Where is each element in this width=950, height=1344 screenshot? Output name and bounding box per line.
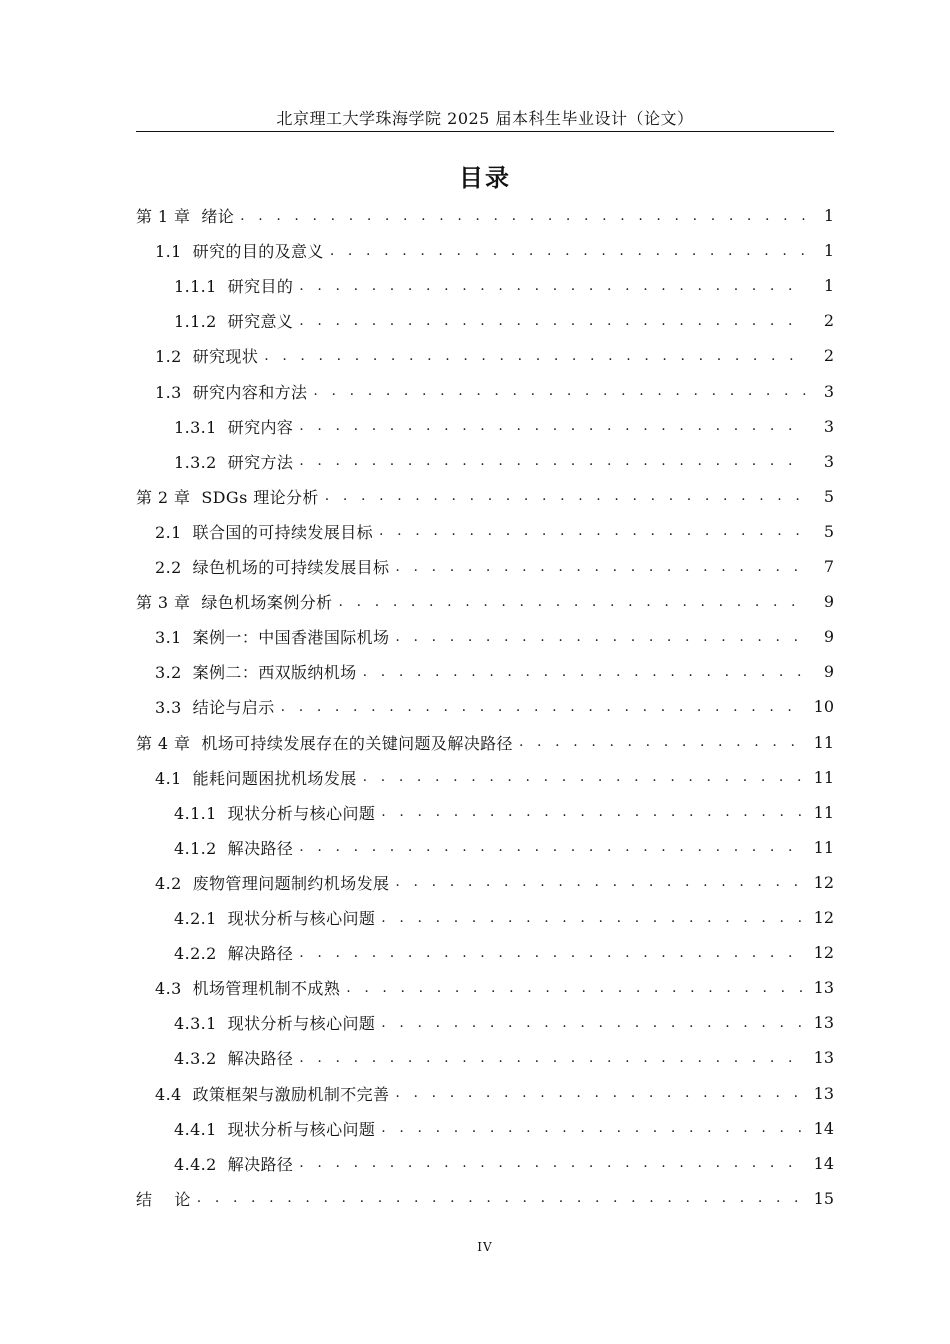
- toc-entry-page: 15: [813, 1188, 834, 1208]
- toc-entry-page: 3: [823, 381, 834, 401]
- toc-entry[interactable]: [136, 303, 834, 338]
- toc-dot-leader: [379, 523, 806, 539]
- toc-entry-label: 1.2 研究现状: [155, 347, 259, 367]
- toc-entry-page: 9: [823, 662, 834, 682]
- toc-entry[interactable]: [136, 619, 834, 654]
- toc-entry-label: 第 2 章 SDGs 理论分析: [136, 487, 319, 507]
- toc-dot-leader: [299, 313, 806, 329]
- toc-entry-page: 3: [823, 416, 834, 436]
- toc-entry-page: 14: [813, 1118, 834, 1138]
- toc-entry-page: 13: [813, 1013, 834, 1033]
- toc-dot-leader: [381, 910, 806, 926]
- toc-entry-label: 4.1.1 现状分析与核心问题: [174, 803, 376, 823]
- toc-entry-label: 1.1.2 研究意义: [174, 312, 294, 332]
- toc-entry[interactable]: [136, 1040, 834, 1075]
- toc-entry-page: 12: [813, 943, 834, 963]
- toc-dot-leader: [264, 348, 806, 364]
- toc-dot-leader: [381, 1120, 806, 1136]
- toc-entry[interactable]: [136, 1111, 834, 1146]
- page-number: IV: [477, 1240, 493, 1254]
- toc-entry-page: 1: [823, 276, 834, 296]
- toc-entry-label: 1.3.2 研究方法: [174, 452, 294, 472]
- running-header-title: 北京理工大学珠海学院 2025 届本科生毕业设计（论文）: [276, 109, 694, 128]
- toc-dot-leader: [519, 734, 806, 750]
- toc-dot-leader: [299, 1050, 806, 1066]
- toc-entry-page: 3: [823, 451, 834, 471]
- toc-entry-label: 4.4.2 解决路径: [174, 1154, 294, 1174]
- toc-dot-leader: [395, 874, 806, 890]
- toc-dot-leader: [381, 1015, 806, 1031]
- toc-entry[interactable]: [136, 1181, 834, 1216]
- toc-entry-label: 4.3.2 解决路径: [174, 1049, 294, 1069]
- toc-entry[interactable]: [136, 409, 834, 444]
- toc-dot-leader: [325, 488, 806, 504]
- toc-entry[interactable]: [136, 1076, 834, 1111]
- toc-entry-page: 5: [823, 521, 834, 541]
- toc-entry-page: 14: [813, 1153, 834, 1173]
- toc-dot-leader: [381, 804, 806, 820]
- toc-entry-label: 2.1 联合国的可持续发展目标: [155, 522, 374, 542]
- toc-entry-page: 9: [823, 627, 834, 647]
- toc-entry-label: 2.2 绿色机场的可持续发展目标: [155, 558, 390, 577]
- toc-entry-page: 12: [813, 908, 834, 927]
- toc-entry[interactable]: [136, 935, 834, 970]
- toc-entry[interactable]: [136, 970, 834, 1005]
- toc-entry-page: 9: [823, 592, 834, 612]
- toc-entry-page: 10: [813, 697, 834, 717]
- toc-entry-page: 13: [813, 1083, 834, 1103]
- toc-entry-label: 3.2 案例二：西双版纳机场: [155, 663, 357, 683]
- toc-entry[interactable]: [136, 654, 834, 689]
- toc-entry[interactable]: [136, 268, 834, 303]
- toc-dot-leader: [395, 629, 806, 645]
- toc-dot-leader: [299, 945, 806, 961]
- toc-entry[interactable]: [136, 514, 834, 549]
- toc-entry-label: 4.2.1 现状分析与核心问题: [174, 909, 376, 928]
- toc-entry[interactable]: [136, 760, 834, 795]
- toc-entry[interactable]: [136, 198, 834, 233]
- toc-entry[interactable]: [136, 725, 834, 760]
- toc-entry-label: 4.1.2 解决路径: [174, 838, 294, 858]
- toc-entry-page: 13: [813, 978, 834, 998]
- header-rule: [136, 131, 834, 132]
- toc-entry-label: 3.1 案例一：中国香港国际机场: [155, 628, 390, 648]
- toc-dot-leader: [339, 594, 806, 610]
- toc-dot-leader: [299, 839, 806, 855]
- toc-entry-page: 2: [823, 346, 834, 366]
- toc-entry-page: 11: [813, 837, 834, 857]
- toc-title: 目录: [459, 164, 511, 192]
- toc-entry-label: 第 1 章 绪论: [136, 207, 235, 226]
- toc-entry[interactable]: [136, 830, 834, 865]
- toc-entry-page: 1: [823, 241, 834, 261]
- toc-entry-page: 5: [823, 486, 834, 506]
- toc-entry[interactable]: [136, 689, 834, 724]
- toc-dot-leader: [299, 1155, 806, 1171]
- toc-entry-label: 1.3.1 研究内容: [174, 417, 294, 437]
- toc-dot-leader: [395, 559, 806, 575]
- toc-entry[interactable]: [136, 865, 834, 900]
- toc-entry-label: 4.4 政策框架与激励机制不完善: [155, 1084, 390, 1104]
- toc-entry-label: 第 4 章 机场可持续发展存在的关键问题及解决路径: [136, 733, 513, 753]
- toc-entry-page: 12: [813, 872, 834, 892]
- toc-entry-page: 11: [813, 732, 834, 752]
- toc-dot-leader: [313, 383, 806, 399]
- toc-entry-label: 4.4.1 现状分析与核心问题: [174, 1119, 376, 1139]
- toc-entry[interactable]: [136, 900, 834, 935]
- toc-entry-label: 1.1 研究的目的及意义: [155, 242, 324, 262]
- toc-entry-label: 3.3 结论与启示: [155, 698, 275, 718]
- toc-dot-leader: [363, 769, 806, 785]
- toc-dot-leader: [330, 243, 806, 259]
- toc-entry-page: 11: [813, 767, 834, 787]
- toc-entry-page: 2: [823, 311, 834, 331]
- toc-dot-leader: [395, 1085, 806, 1101]
- toc-dot-leader: [346, 980, 806, 996]
- toc-dot-leader: [299, 278, 806, 294]
- toc-entry[interactable]: [136, 1005, 834, 1040]
- toc-entry[interactable]: [136, 444, 834, 479]
- toc-dot-leader: [197, 1190, 806, 1206]
- toc-entry-label: 结 论: [136, 1189, 191, 1209]
- toc-entry[interactable]: [136, 479, 834, 514]
- toc-entry-label: 4.3 机场管理机制不成熟: [155, 979, 341, 999]
- toc-dot-leader: [281, 699, 806, 715]
- toc-entry-label: 4.2 废物管理问题制约机场发展: [155, 873, 390, 893]
- toc-entry-page: 11: [813, 802, 834, 822]
- toc-entry-label: 4.3.1 现状分析与核心问题: [174, 1014, 376, 1034]
- toc-dot-leader: [299, 418, 806, 434]
- toc-dot-leader: [240, 208, 806, 224]
- toc-entry[interactable]: [136, 584, 834, 619]
- toc-entry[interactable]: [136, 338, 834, 373]
- toc-entry-label: 1.1.1 研究目的: [174, 277, 294, 297]
- toc-entry-page: 7: [823, 557, 834, 576]
- toc-dot-leader: [299, 453, 806, 469]
- toc-entry[interactable]: [136, 549, 834, 584]
- toc-entry[interactable]: [136, 233, 834, 268]
- toc-entry[interactable]: [136, 374, 834, 409]
- toc-entry-label: 第 3 章 绿色机场案例分析: [136, 593, 333, 613]
- toc-entry[interactable]: [136, 1146, 834, 1181]
- toc-entry[interactable]: [136, 795, 834, 830]
- toc-dot-leader: [363, 664, 806, 680]
- toc-entry-page: 13: [813, 1048, 834, 1068]
- toc-entry-label: 4.1 能耗问题困扰机场发展: [155, 768, 357, 788]
- toc-entry-page: 1: [823, 206, 834, 225]
- toc-entry-label: 4.2.2 解决路径: [174, 944, 294, 964]
- toc-entry-label: 1.3 研究内容和方法: [155, 382, 308, 402]
